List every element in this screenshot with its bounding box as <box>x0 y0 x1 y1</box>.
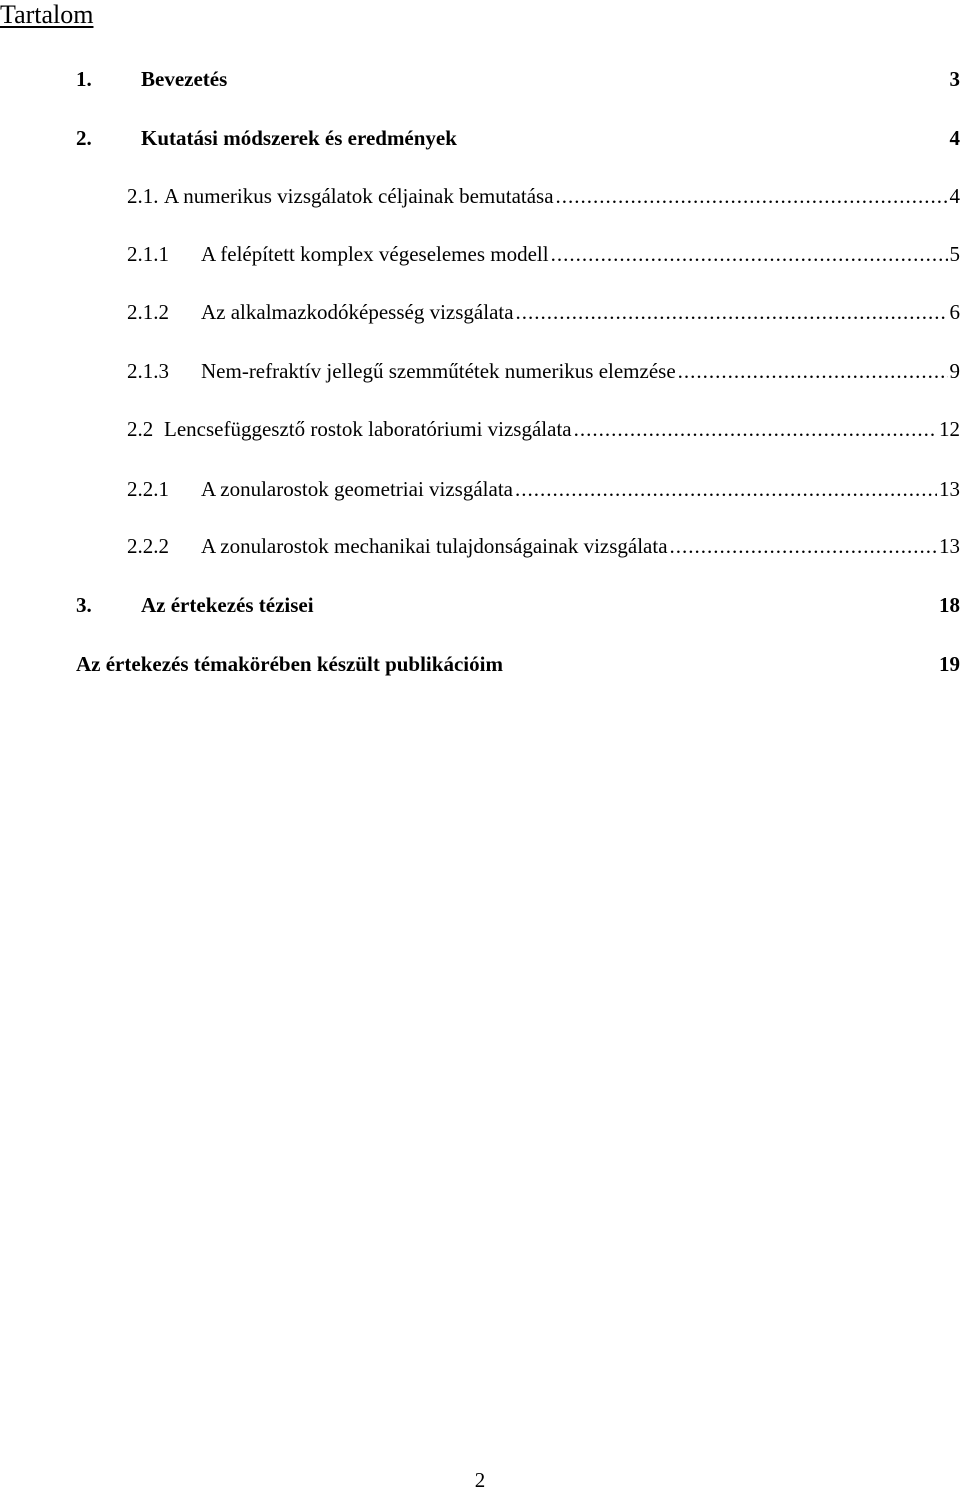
toc-entry-2[interactable] <box>76 123 960 153</box>
toc-entry-label: Az értekezés tézisei <box>141 590 314 620</box>
page-number: 2 <box>0 1465 960 1495</box>
toc-entry-page: 13 <box>939 474 960 504</box>
toc-entry-2-1-3[interactable] <box>127 356 960 386</box>
toc-dot-leader <box>556 181 948 211</box>
toc-dot-leader <box>516 297 948 327</box>
toc-entry-label: Az értekezés témakörében készült publikációim <box>76 649 503 679</box>
toc-entry-number: 1. <box>76 64 141 94</box>
toc-entry-3[interactable] <box>76 590 960 620</box>
toc-entry-label: Kutatási módszerek és eredmények <box>141 123 457 153</box>
toc-dot-leader <box>678 356 948 386</box>
toc-entry-page: 4 <box>950 123 960 153</box>
toc-entry-number: 3. <box>76 590 141 620</box>
toc-entry-number: 2.1.3 <box>127 356 201 386</box>
toc-entry-2-2[interactable] <box>127 414 960 444</box>
toc-dot-leader <box>551 239 948 269</box>
toc-entry-2-1-2[interactable] <box>127 297 960 327</box>
toc-entry-page: 5 <box>950 239 960 269</box>
toc-entry-label: Nem-refraktív jellegű szemműtétek numerikus elemzése <box>201 356 676 386</box>
toc-entry-number: 2. <box>76 123 141 153</box>
toc-entry-label: A zonularostok geometriai vizsgálata <box>201 474 513 504</box>
toc-entry-label: Lencsefüggesztő rostok laboratóriumi vizsgálata <box>164 414 572 444</box>
toc-entry-label: A numerikus vizsgálatok céljainak bemutatása <box>164 181 554 211</box>
toc-entry-page: 12 <box>939 414 960 444</box>
toc-entry-label: A zonularostok mechanikai tulajdonságainak vizsgálata <box>201 531 668 561</box>
toc-entry-2-1[interactable] <box>127 181 960 211</box>
toc-entry-publications[interactable] <box>76 649 960 679</box>
toc-title: Tartalom <box>0 0 93 32</box>
toc-entry-page: 19 <box>939 649 960 679</box>
toc-entry-number: 2.2 <box>127 414 164 444</box>
toc-entry-label: A felépített komplex végeselemes modell <box>201 239 549 269</box>
toc-dot-leader <box>515 474 937 504</box>
toc-entry-page: 13 <box>939 531 960 561</box>
toc-entry-page: 3 <box>950 64 960 94</box>
toc-entry-2-2-1[interactable] <box>127 474 960 504</box>
toc-entry-page: 18 <box>939 590 960 620</box>
toc-dot-leader <box>574 414 937 444</box>
toc-entry-1[interactable] <box>76 64 960 94</box>
toc-dot-leader <box>670 531 937 561</box>
toc-entry-page: 9 <box>950 356 960 386</box>
toc-entry-page: 4 <box>950 181 960 211</box>
toc-entry-label: Az alkalmazkodóképesség vizsgálata <box>201 297 514 327</box>
toc-entry-number: 2.2.1 <box>127 474 201 504</box>
toc-entry-page: 6 <box>950 297 960 327</box>
toc-entry-label: Bevezetés <box>141 64 227 94</box>
toc-entry-number: 2.1.1 <box>127 239 201 269</box>
toc-entry-2-1-1[interactable] <box>127 239 960 269</box>
toc-entry-number: 2.1.2 <box>127 297 201 327</box>
toc-entry-number: 2.1. <box>127 181 164 211</box>
toc-entry-number: 2.2.2 <box>127 531 201 561</box>
toc-entry-2-2-2[interactable] <box>127 531 960 561</box>
